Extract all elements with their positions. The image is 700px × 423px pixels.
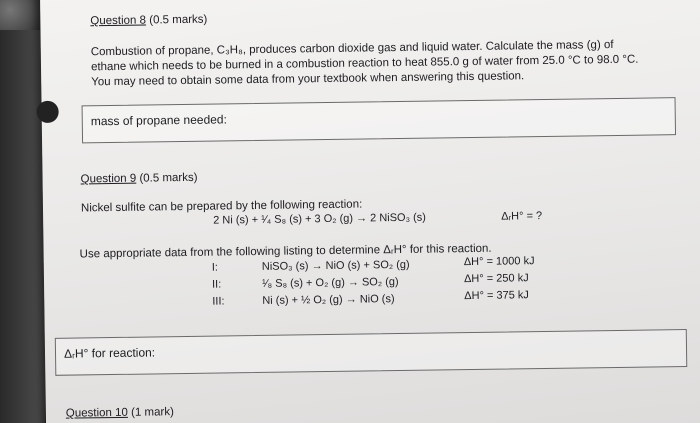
question-10-link[interactable]: Question 10 xyxy=(65,406,128,420)
radio-marker[interactable] xyxy=(36,101,58,123)
data-row-1-equation: NiSO₃ (s) → NiO (s) + SO₂ (g) xyxy=(261,258,410,273)
question-9-title xyxy=(81,172,198,186)
desk-corner xyxy=(0,0,40,30)
question-8-line-3: You may need to obtain some data from your textbook when answering this question. xyxy=(91,70,525,89)
question-8-title xyxy=(90,14,207,28)
data-row-3-equation: Ni (s) + ½ O₂ (g) → NiO (s) xyxy=(262,293,395,307)
question-8-line-1: Combustion of propane, C₃H₈, produces carbon dioxide gas and liquid water. Calculate the mass (g) of xyxy=(90,38,614,59)
data-row-2-enthalpy: ΔH° = 250 kJ xyxy=(463,272,529,286)
question-9-instruction: Use appropriate data from the following listing to determine ΔᵣH° for this reaction. xyxy=(79,242,492,261)
worksheet-page xyxy=(40,0,700,423)
question-9-marks: (0.5 marks) xyxy=(136,171,198,185)
data-row-2-equation: ¹⁄₈ S₈ (s) + O₂ (g) → SO₂ (g) xyxy=(261,276,399,290)
question-9-intro: Nickel sulfite can be prepared by the following reaction: xyxy=(80,198,363,215)
data-row-2-number: II: xyxy=(211,278,222,291)
reaction-enthalpy-answer-box[interactable] xyxy=(55,329,687,376)
question-8-line-2: ethane which needs to be burned in a combustion reaction to heat 855.0 g of water from 25.0 °C to 98.0 °C. xyxy=(90,53,639,74)
question-10-marks: (1 mark) xyxy=(127,406,174,419)
data-row-3-number: III: xyxy=(212,295,225,308)
propane-mass-label: mass of propane needed: xyxy=(90,112,227,129)
target-reaction-enthalpy: ΔᵣH° = ? xyxy=(501,210,543,223)
data-row-1-number: I: xyxy=(211,261,219,274)
question-10-title xyxy=(66,406,174,420)
question-9-link[interactable]: Question 9 xyxy=(80,172,137,186)
data-row-3-enthalpy: ΔH° = 375 kJ xyxy=(464,289,529,303)
reaction-enthalpy-label: ΔᵣH° for reaction: xyxy=(63,345,156,361)
question-8-marks: (0.5 marks) xyxy=(145,13,208,27)
propane-mass-answer-box[interactable] xyxy=(82,97,676,143)
data-row-1-enthalpy: ΔH° = 1000 kJ xyxy=(463,255,535,269)
question-8-link[interactable]: Question 8 xyxy=(90,14,147,28)
target-reaction: 2 Ni (s) + ¹⁄₄ S₈ (s) + 3 O₂ (g) → 2 NiSO₃ (s) xyxy=(213,211,427,227)
